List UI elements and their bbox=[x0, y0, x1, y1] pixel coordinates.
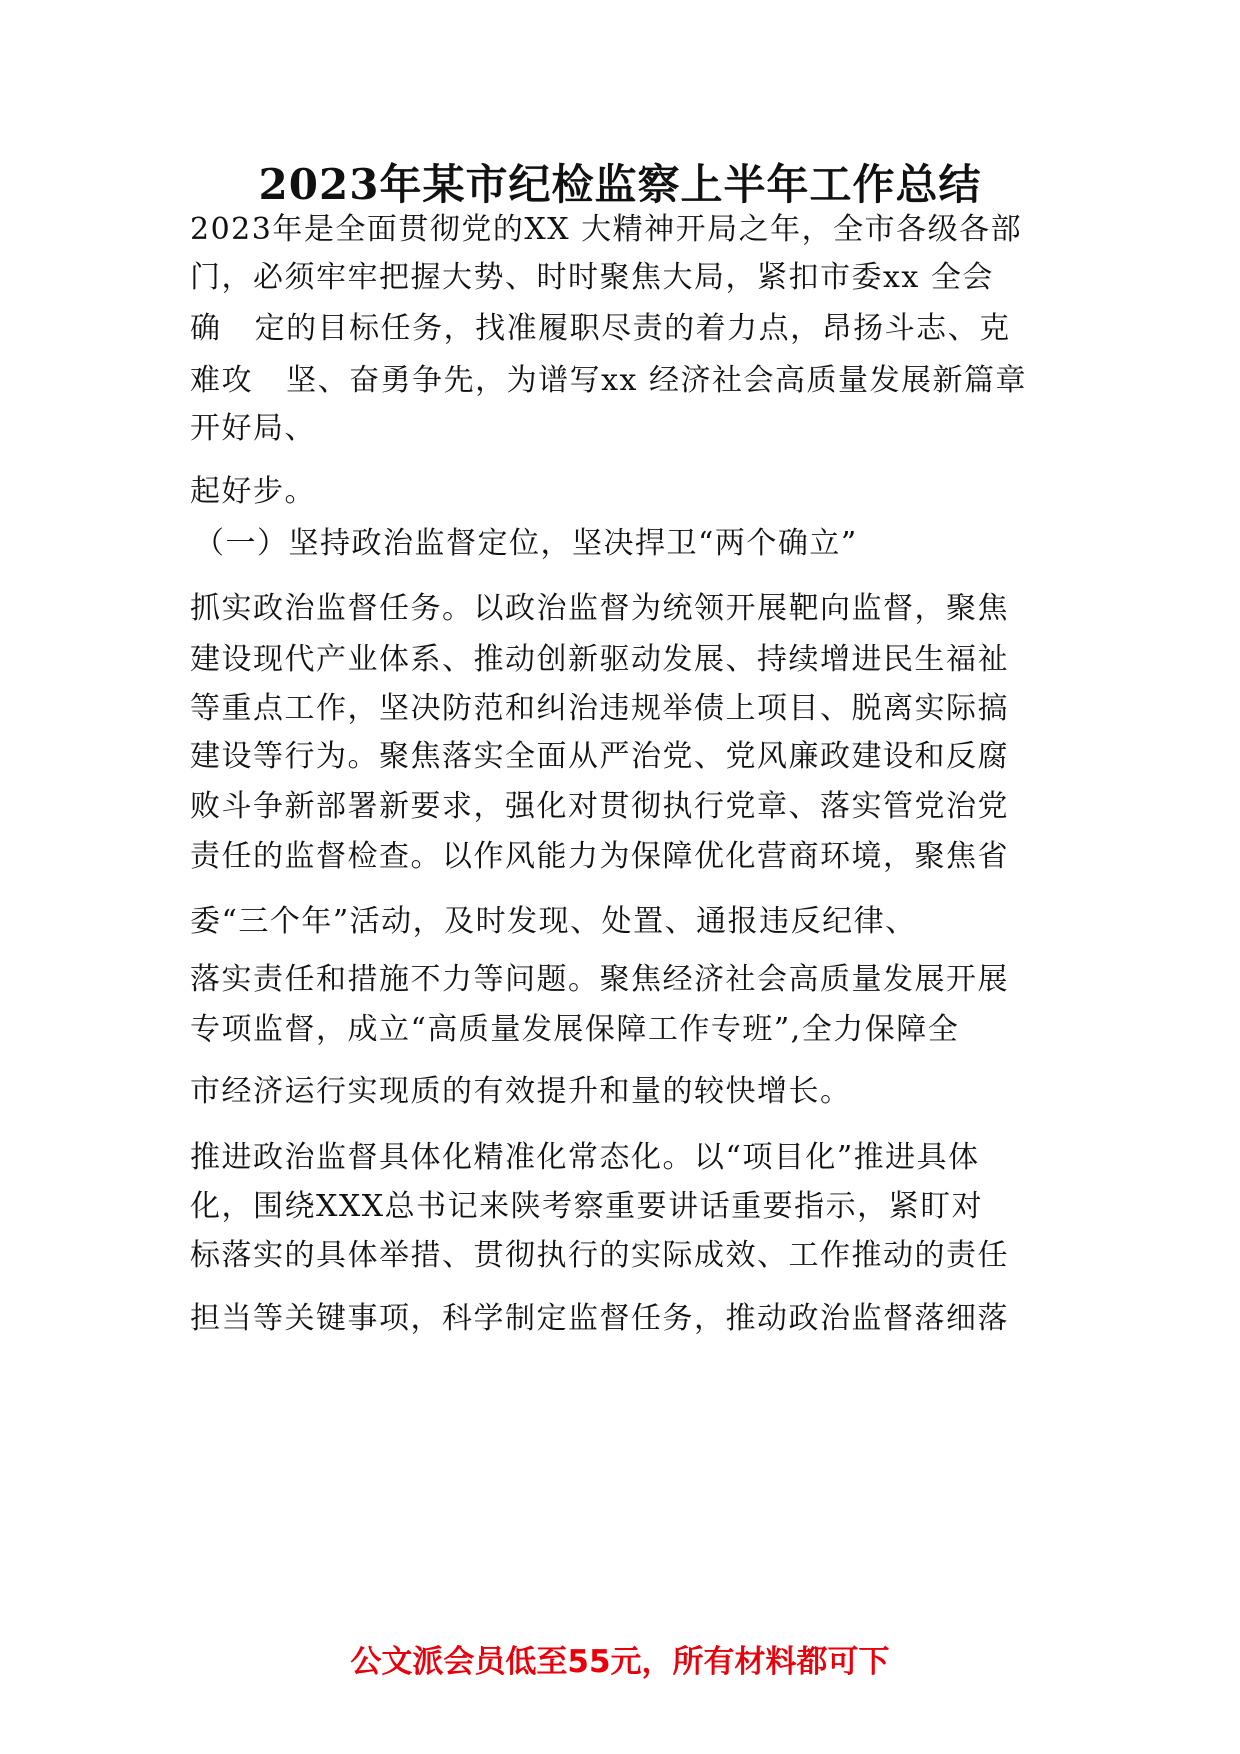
section-heading: （一）坚持政治监督定位，坚决捍卫“两个确立” bbox=[194, 526, 858, 561]
body-line: 败斗争新部署新要求，强化对贯彻执行党章、落实管党治党 bbox=[190, 789, 1009, 824]
body-line: 担当等关键事项，科学制定监督任务，推动政治监督落细落 bbox=[190, 1301, 1009, 1336]
page-title: 2023年某市纪检监察上半年工作总结 bbox=[258, 160, 982, 209]
body-line: 开好局、 bbox=[190, 411, 316, 446]
body-line: 难攻 坚、奋勇争先，为谱写xx 经济社会高质量发展新篇章 bbox=[190, 363, 1027, 398]
body-line: 责任的监督检查。以作风能力为保障优化营商环境，聚焦省 bbox=[190, 839, 1009, 874]
body-line: 建设现代产业体系、推动创新驱动发展、持续增进民生福祉 bbox=[190, 642, 1009, 677]
body-line: 起好步。 bbox=[190, 474, 316, 509]
promo-footer: 公文派会员低至55元，所有材料都可下 bbox=[350, 1644, 890, 1680]
body-line: 专项监督，成立“高质量发展保障工作专班”,全力保障全 bbox=[190, 1012, 960, 1047]
body-line: 委“三个年”活动，及时发现、处置、通报违反纪律、 bbox=[190, 904, 917, 939]
body-line: 确 定的目标任务，找准履职尽责的着力点，昂扬斗志、克 bbox=[190, 311, 1011, 346]
body-line: 市经济运行实现质的有效提升和量的较快增长。 bbox=[190, 1074, 852, 1109]
body-line: 建设等行为。聚焦落实全面从严治党、党风廉政建设和反腐 bbox=[190, 739, 1009, 774]
body-line: 推进政治监督具体化精准化常态化。以“项目化”推进具体 bbox=[190, 1140, 980, 1175]
body-line: 抓实政治监督任务。以政治监督为统领开展靶向监督，聚焦 bbox=[190, 591, 1009, 626]
body-line: 门，必须牢牢把握大势、时时聚焦大局，紧扣市委xx 全会 bbox=[190, 260, 994, 295]
body-line: 标落实的具体举措、贯彻执行的实际成效、工作推动的责任 bbox=[190, 1238, 1009, 1273]
body-line: 等重点工作，坚决防范和纠治违规举债上项目、脱离实际搞 bbox=[190, 691, 1009, 726]
body-line: 化，围绕XXX总书记来陕考察重要讲话重要指示，紧盯对 bbox=[190, 1189, 984, 1224]
body-line: 落实责任和措施不力等问题。聚焦经济社会高质量发展开展 bbox=[190, 962, 1009, 997]
body-line: 2023年是全面贯彻党的XX 大精神开局之年，全市各级各部 bbox=[190, 212, 1023, 247]
